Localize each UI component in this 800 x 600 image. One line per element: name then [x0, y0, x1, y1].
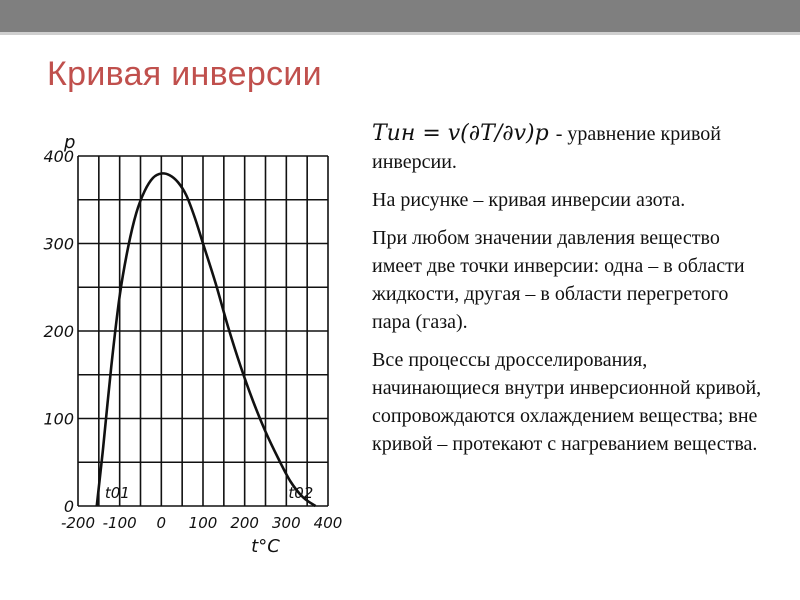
- text-column: [372, 120, 767, 468]
- y-axis-label: p: [64, 132, 76, 153]
- formula-expression: Tин = v(∂T/∂v)p: [372, 121, 549, 146]
- x-axis-label: t°C: [251, 536, 280, 557]
- x-tick-label: -100: [102, 514, 137, 532]
- paragraph-throttling: Все процессы дросселирования, начинающиеся внутри инверсионной кривой, сопровождаются охлаждением вещества; вне кривой – протекают с нагреванием вещества.: [372, 349, 762, 455]
- x-tick-label: 400: [313, 514, 343, 532]
- annotation-t02: t02: [288, 484, 314, 502]
- y-tick-label: 0: [63, 497, 74, 516]
- top-bar: [0, 0, 800, 32]
- inversion-curve-chart: [30, 118, 360, 558]
- annotation-t01: t01: [104, 484, 130, 502]
- x-tick-label: 200: [230, 514, 259, 532]
- y-tick-label: 300: [43, 234, 74, 254]
- y-tick-label: 100: [43, 409, 74, 429]
- inversion-curve: [97, 173, 316, 506]
- paragraph-two-points: При любом значении давления вещество имеет две точки инверсии: одна – в области жидкости, другая – в области перегретого пара (газа).: [372, 227, 745, 333]
- top-bar-accent: [0, 32, 800, 35]
- x-tick-label: 100: [188, 514, 218, 532]
- x-tick-label: 300: [272, 514, 301, 532]
- paragraph-nitrogen: На рисунке – кривая инверсии азота.: [372, 189, 686, 211]
- y-tick-label: 400: [43, 147, 74, 166]
- chart-tick-labels: [43, 147, 342, 532]
- slide-title: Кривая инверсии: [47, 55, 322, 93]
- x-tick-label: -200: [60, 514, 96, 532]
- formula-description: - уравнение кривой инверсии.: [372, 123, 721, 173]
- y-tick-label: 200: [43, 322, 74, 341]
- formula-line: [372, 120, 767, 176]
- x-tick-label: 0: [156, 514, 167, 532]
